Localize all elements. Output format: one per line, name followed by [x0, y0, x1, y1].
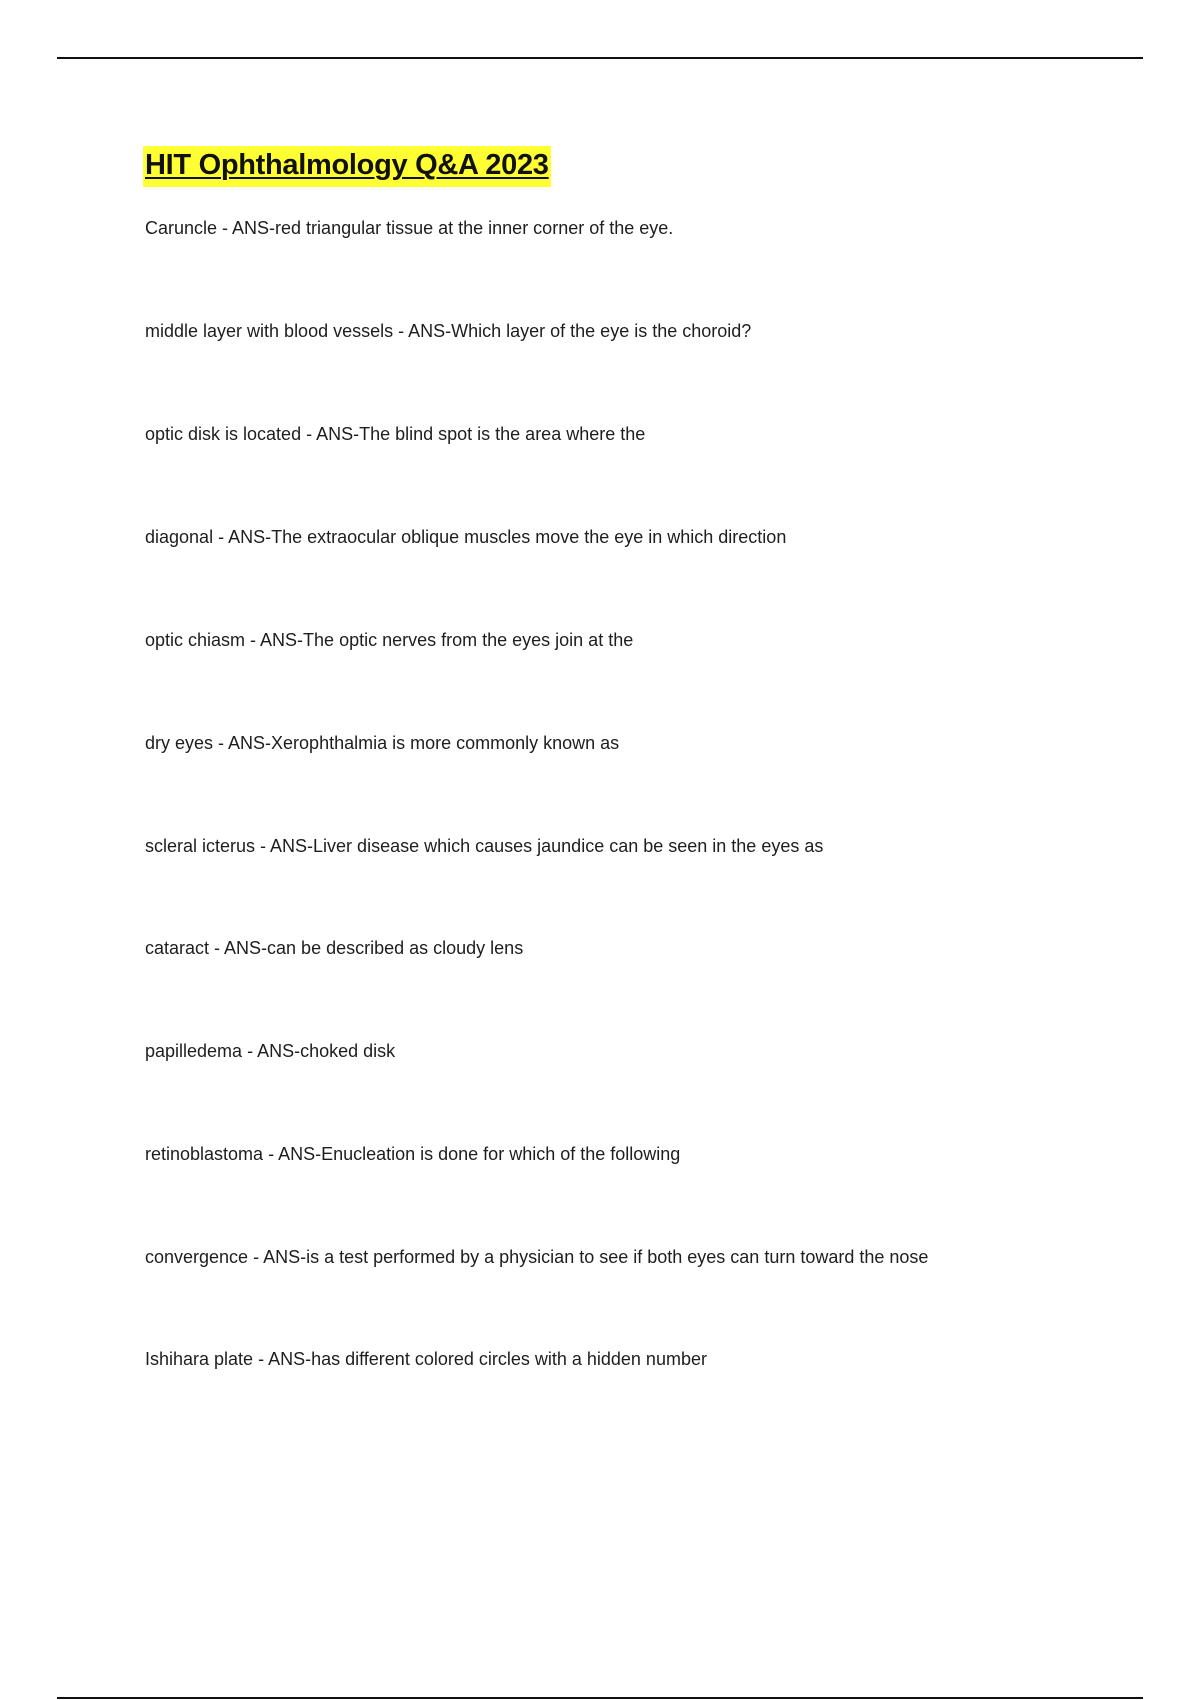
footer-rule — [57, 1697, 1143, 1699]
qa-item: dry eyes - ANS-Xerophthalmia is more commonly known as — [145, 733, 620, 753]
document-body — [145, 146, 1105, 1369]
document-title: HIT Ophthalmology Q&A 2023 — [145, 149, 549, 181]
qa-item: Ishihara plate - ANS-has different colored circles with a hidden number — [145, 1349, 707, 1369]
title-highlight — [143, 146, 551, 187]
qa-item: optic disk is located - ANS-The blind spot is the area where the — [145, 424, 646, 444]
qa-item: optic chiasm - ANS-The optic nerves from the eyes join at the — [145, 630, 634, 650]
qa-item: papilledema - ANS-choked disk — [145, 1041, 396, 1061]
qa-item: scleral icterus - ANS-Liver disease which causes jaundice can be seen in the eyes as — [145, 836, 824, 856]
qa-item: diagonal - ANS-The extraocular oblique muscles move the eye in which direction — [145, 527, 787, 547]
qa-item: retinoblastoma - ANS-Enucleation is done for which of the following — [145, 1144, 681, 1164]
qa-item: Caruncle - ANS-red triangular tissue at the inner corner of the eye. — [145, 218, 674, 238]
qa-item: cataract - ANS-can be described as cloudy lens — [145, 938, 524, 958]
qa-item: middle layer with blood vessels - ANS-Which layer of the eye is the choroid? — [145, 321, 752, 341]
qa-item: convergence - ANS-is a test performed by a physician to see if both eyes can turn toward the nose — [145, 1247, 929, 1267]
header-rule — [57, 57, 1143, 59]
